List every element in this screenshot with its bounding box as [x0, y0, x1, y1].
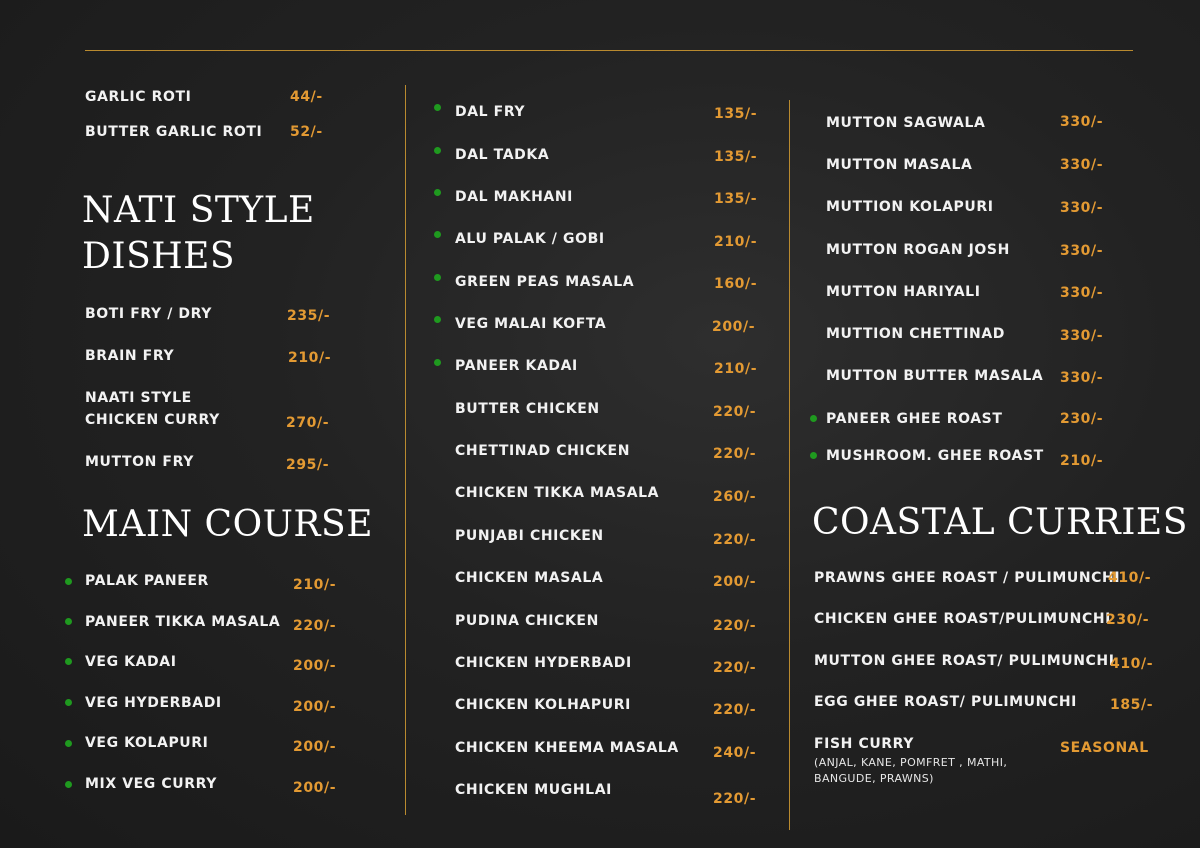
item-name: FISH CURRY — [814, 736, 915, 752]
item-name: PUNJABI CHICKEN — [455, 528, 604, 544]
item-price: 200/- — [712, 319, 756, 335]
item-name: DAL TADKA — [455, 147, 550, 163]
item-price: 135/- — [714, 191, 758, 207]
item-name: CHETTINAD CHICKEN — [455, 443, 631, 459]
item-price: 235/- — [287, 308, 331, 324]
item-name: PUDINA CHICKEN — [455, 613, 599, 629]
item-name: MIX VEG CURRY — [85, 776, 217, 792]
item-price: 240/- — [713, 745, 757, 761]
veg-indicator-icon — [65, 781, 72, 788]
item-price: 330/- — [1060, 157, 1104, 173]
item-name: MUTTON HARIYALI — [826, 284, 981, 300]
item-price: 220/- — [293, 618, 337, 634]
item-price: 295/- — [286, 457, 330, 473]
veg-indicator-icon — [810, 452, 817, 459]
column-divider-right — [789, 100, 790, 830]
item-name: BUTTER CHICKEN — [455, 401, 600, 417]
item-name: DAL FRY — [455, 104, 526, 120]
item-price: 210/- — [1060, 453, 1104, 469]
item-price: 410/- — [1108, 570, 1152, 586]
item-name: BUTTER GARLIC ROTI — [85, 124, 263, 140]
section-heading-nati-line2: DISHES — [82, 236, 236, 277]
item-price: 220/- — [713, 532, 757, 548]
item-price: 135/- — [714, 106, 758, 122]
veg-indicator-icon — [434, 147, 441, 154]
veg-indicator-icon — [810, 415, 817, 422]
veg-indicator-icon — [65, 618, 72, 625]
veg-indicator-icon — [434, 316, 441, 323]
item-name: CHICKEN MASALA — [455, 570, 604, 586]
item-name: NAATI STYLE — [85, 390, 192, 406]
item-name: CHICKEN GHEE ROAST/PULIMUNCHI — [814, 611, 1111, 627]
item-name: MUSHROOM. GHEE ROAST — [826, 448, 1044, 464]
item-name: VEG KOLAPURI — [85, 735, 209, 751]
item-price: 330/- — [1060, 370, 1104, 386]
item-price: 330/- — [1060, 328, 1104, 344]
item-price: 220/- — [713, 618, 757, 634]
item-name: ALU PALAK / GOBI — [455, 231, 605, 247]
section-heading-coastal-curries: COASTAL CURRIES — [812, 502, 1188, 543]
item-price: 160/- — [714, 276, 758, 292]
item-name: GARLIC ROTI — [85, 89, 192, 105]
item-price: 200/- — [293, 699, 337, 715]
item-price: 200/- — [713, 574, 757, 590]
veg-indicator-icon — [65, 740, 72, 747]
item-name: CHICKEN HYDERBADI — [455, 655, 632, 671]
item-name: CHICKEN TIKKA MASALA — [455, 485, 660, 501]
veg-indicator-icon — [434, 104, 441, 111]
item-name: MUTTON GHEE ROAST/ PULIMUNCHI — [814, 653, 1115, 669]
veg-indicator-icon — [65, 658, 72, 665]
item-name: MUTTION KOLAPURI — [826, 199, 994, 215]
item-price: 210/- — [714, 234, 758, 250]
item-price: 230/- — [1106, 612, 1150, 628]
item-price: 200/- — [293, 780, 337, 796]
veg-indicator-icon — [434, 189, 441, 196]
item-price: 200/- — [293, 658, 337, 674]
veg-indicator-icon — [65, 699, 72, 706]
item-name: BOTI FRY / DRY — [85, 306, 212, 322]
item-name: PALAK PANEER — [85, 573, 209, 589]
item-price: 220/- — [713, 404, 757, 420]
veg-indicator-icon — [65, 578, 72, 585]
item-price: 210/- — [293, 577, 337, 593]
item-name: BRAIN FRY — [85, 348, 175, 364]
item-name: MUTTON MASALA — [826, 157, 973, 173]
veg-indicator-icon — [434, 274, 441, 281]
item-name: DAL MAKHANI — [455, 189, 573, 205]
item-price: 200/- — [293, 739, 337, 755]
item-name: MUTTON ROGAN JOSH — [826, 242, 1010, 258]
item-price: 220/- — [713, 702, 757, 718]
item-name: GREEN PEAS MASALA — [455, 274, 635, 290]
item-name: CHICKEN KHEEMA MASALA — [455, 740, 679, 756]
item-price: 330/- — [1060, 243, 1104, 259]
item-note-line2: BANGUDE, PRAWNS) — [814, 772, 934, 785]
item-price: SEASONAL — [1060, 740, 1149, 756]
item-name: VEG MALAI KOFTA — [455, 316, 607, 332]
item-price: 210/- — [288, 350, 332, 366]
item-name: MUTTON FRY — [85, 454, 194, 470]
item-name: PANEER TIKKA MASALA — [85, 614, 281, 630]
item-note: (ANJAL, KANE, POMFRET , MATHI, — [814, 756, 1008, 769]
top-divider — [85, 50, 1133, 51]
item-name: CHICKEN MUGHLAI — [455, 782, 612, 798]
item-name: MUTTION CHETTINAD — [826, 326, 1005, 342]
item-name-line2: CHICKEN CURRY — [85, 412, 220, 428]
item-name: PRAWNS GHEE ROAST / PULIMUNCHI — [814, 570, 1121, 586]
veg-indicator-icon — [434, 231, 441, 238]
section-heading-nati: NATI STYLE — [82, 190, 315, 231]
item-price: 330/- — [1060, 285, 1104, 301]
item-price: 185/- — [1110, 697, 1154, 713]
item-name: VEG KADAI — [85, 654, 177, 670]
item-price: 230/- — [1060, 411, 1104, 427]
item-name: MUTTON BUTTER MASALA — [826, 368, 1044, 384]
item-name: PANEER KADAI — [455, 358, 578, 374]
item-name: PANEER GHEE ROAST — [826, 411, 1003, 427]
item-price: 220/- — [713, 791, 757, 807]
item-price: 330/- — [1060, 200, 1104, 216]
item-price: 270/- — [286, 415, 330, 431]
item-price: 330/- — [1060, 114, 1104, 130]
item-price: 410/- — [1110, 656, 1154, 672]
item-price: 220/- — [713, 660, 757, 676]
item-price: 220/- — [713, 446, 757, 462]
section-heading-main-course: MAIN COURSE — [82, 504, 373, 545]
column-divider-left — [405, 85, 406, 815]
item-price: 210/- — [714, 361, 758, 377]
item-price: 260/- — [713, 489, 757, 505]
item-name: MUTTON SAGWALA — [826, 115, 986, 131]
item-name: CHICKEN KOLHAPURI — [455, 697, 631, 713]
item-name: VEG HYDERBADI — [85, 695, 222, 711]
item-price: 135/- — [714, 149, 758, 165]
veg-indicator-icon — [434, 359, 441, 366]
item-price: 44/- — [290, 89, 323, 105]
item-name: EGG GHEE ROAST/ PULIMUNCHI — [814, 694, 1077, 710]
item-price: 52/- — [290, 124, 323, 140]
